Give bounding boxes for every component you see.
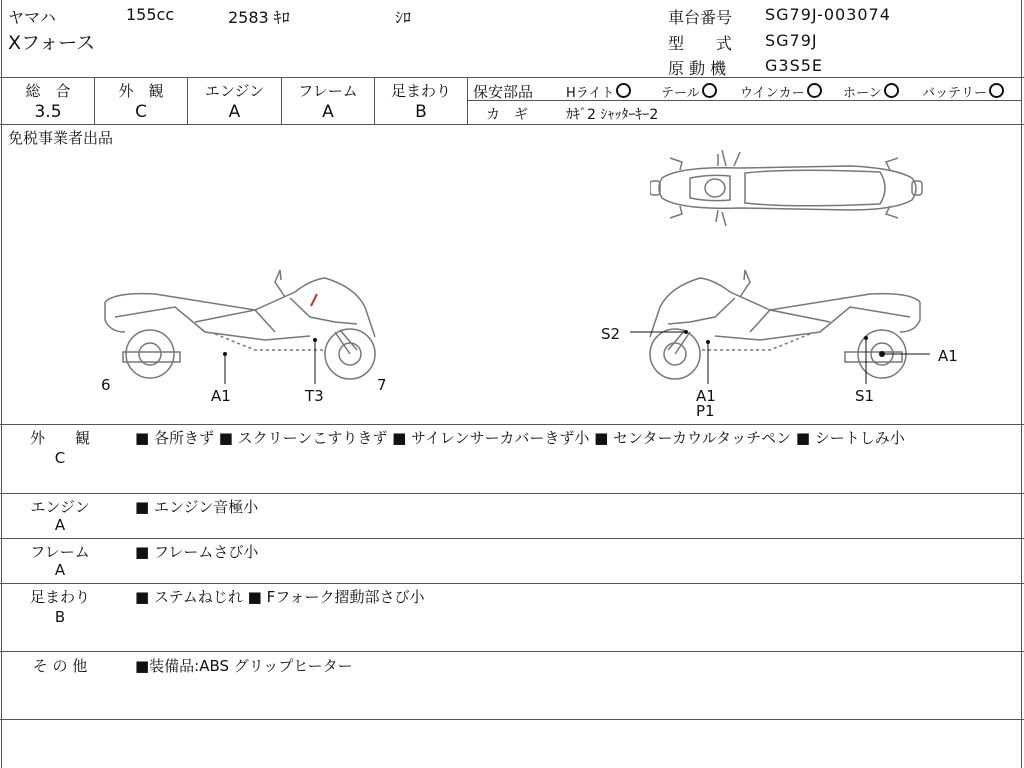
mileage: 2583 ｷﾛ xyxy=(228,8,290,27)
frame-no-label: 車台番号 xyxy=(668,8,733,27)
detail-exterior-text: ■ 各所きず ■ スクリーンこすりきず ■ サイレンサーカバーきず小 ■ センターカウルタッチペン ■ シートしみ小 xyxy=(135,429,905,447)
frame-label: フレーム xyxy=(298,82,358,100)
scooter-left-side-diagram xyxy=(95,262,395,384)
diagram-label-left-t3: T3 xyxy=(305,387,324,405)
scooter-top-view-diagram xyxy=(650,148,930,230)
detail-engine-grade: A xyxy=(54,516,66,534)
model-name: Xフォース xyxy=(8,32,96,54)
engine-label: エンジン xyxy=(204,82,265,100)
frame-no-value: SG79J-003074 xyxy=(765,5,891,24)
diagram-label-right-a1-rear: A1 xyxy=(938,347,958,365)
detail-engine-label: エンジン xyxy=(30,498,90,516)
engine-model-label: 原 動 機 xyxy=(668,59,727,78)
divider-exterior xyxy=(0,493,1024,494)
type-label: 型 式 xyxy=(668,34,733,53)
detail-other-label: そ の 他 xyxy=(32,657,88,675)
safety-winker: ウインカー xyxy=(740,82,822,101)
safety-headlight: Hライト xyxy=(566,82,631,101)
exterior-grade: C xyxy=(135,102,147,122)
diagram-label-right-s2: S2 xyxy=(601,325,621,343)
diagram-label-right-a1: A1 xyxy=(696,387,716,405)
safety-horn: ホーン xyxy=(843,82,899,101)
ok-mark-icon xyxy=(807,83,822,98)
safety-battery: バッテリー xyxy=(922,82,1004,101)
tax-exempt-note: 免税事業者出品 xyxy=(8,129,114,147)
engine-model-value: G3S5E xyxy=(765,56,824,75)
detail-engine-text: ■ エンジン音極小 xyxy=(135,498,259,516)
diagram-label-left-rear: 6 xyxy=(101,376,111,394)
detail-suspension-label: 足まわり xyxy=(29,588,90,606)
divider-frame xyxy=(0,583,1024,584)
scooter-right-side-diagram xyxy=(630,262,930,384)
diagram-label-right-p1: P1 xyxy=(696,402,715,420)
ok-mark-icon xyxy=(989,83,1004,98)
maker-name: ヤマハ xyxy=(8,8,56,27)
keys-value: ｶｷﾞ2 ｼｬｯﾀｰｷｰ2 xyxy=(566,107,659,123)
divider-diagram xyxy=(0,424,1024,425)
exterior-label: 外 観 xyxy=(118,82,164,100)
color: ｼﾛ xyxy=(395,8,412,27)
suspension-label: 足まわり xyxy=(390,82,451,100)
divider-header xyxy=(0,77,1024,78)
ok-mark-icon xyxy=(884,83,899,98)
diagram-label-right-s1: S1 xyxy=(855,387,875,405)
ok-mark-icon xyxy=(616,83,631,98)
divider-other xyxy=(0,719,1024,720)
detail-frame-grade: A xyxy=(54,561,66,579)
col-divider-5 xyxy=(467,77,468,124)
engine-grade: A xyxy=(228,102,241,122)
engine-displacement: 155cc xyxy=(126,5,175,24)
diagram-label-left-front: 7 xyxy=(377,376,387,394)
detail-other-text: ■装備品:ABS グリップヒーター xyxy=(135,657,353,675)
ok-mark-icon xyxy=(702,83,717,98)
frame-right-border xyxy=(1021,0,1022,768)
overall-label: 総 合 xyxy=(25,82,71,100)
divider-suspension xyxy=(0,651,1024,652)
divider-engine xyxy=(0,538,1024,539)
suspension-grade: B xyxy=(415,102,427,122)
frame-grade: A xyxy=(322,102,334,122)
detail-suspension-grade: B xyxy=(54,608,66,626)
divider-ratings xyxy=(0,124,1024,125)
safety-label: 保安部品 xyxy=(473,83,534,101)
type-value: SG79J xyxy=(765,31,818,50)
diagram-label-left-a1: A1 xyxy=(211,387,231,405)
detail-exterior-label: 外 観 xyxy=(29,429,90,447)
detail-exterior-grade: C xyxy=(54,449,66,467)
overall-score: 3.5 xyxy=(34,102,62,122)
keys-label: カ ギ xyxy=(486,107,528,123)
safety-tail: テール xyxy=(661,82,717,101)
detail-frame-text: ■ フレームさび小 xyxy=(135,543,259,561)
detail-suspension-text: ■ ステムねじれ ■ Fフォーク摺動部さび小 xyxy=(135,588,425,606)
detail-frame-label: フレーム xyxy=(30,543,90,561)
